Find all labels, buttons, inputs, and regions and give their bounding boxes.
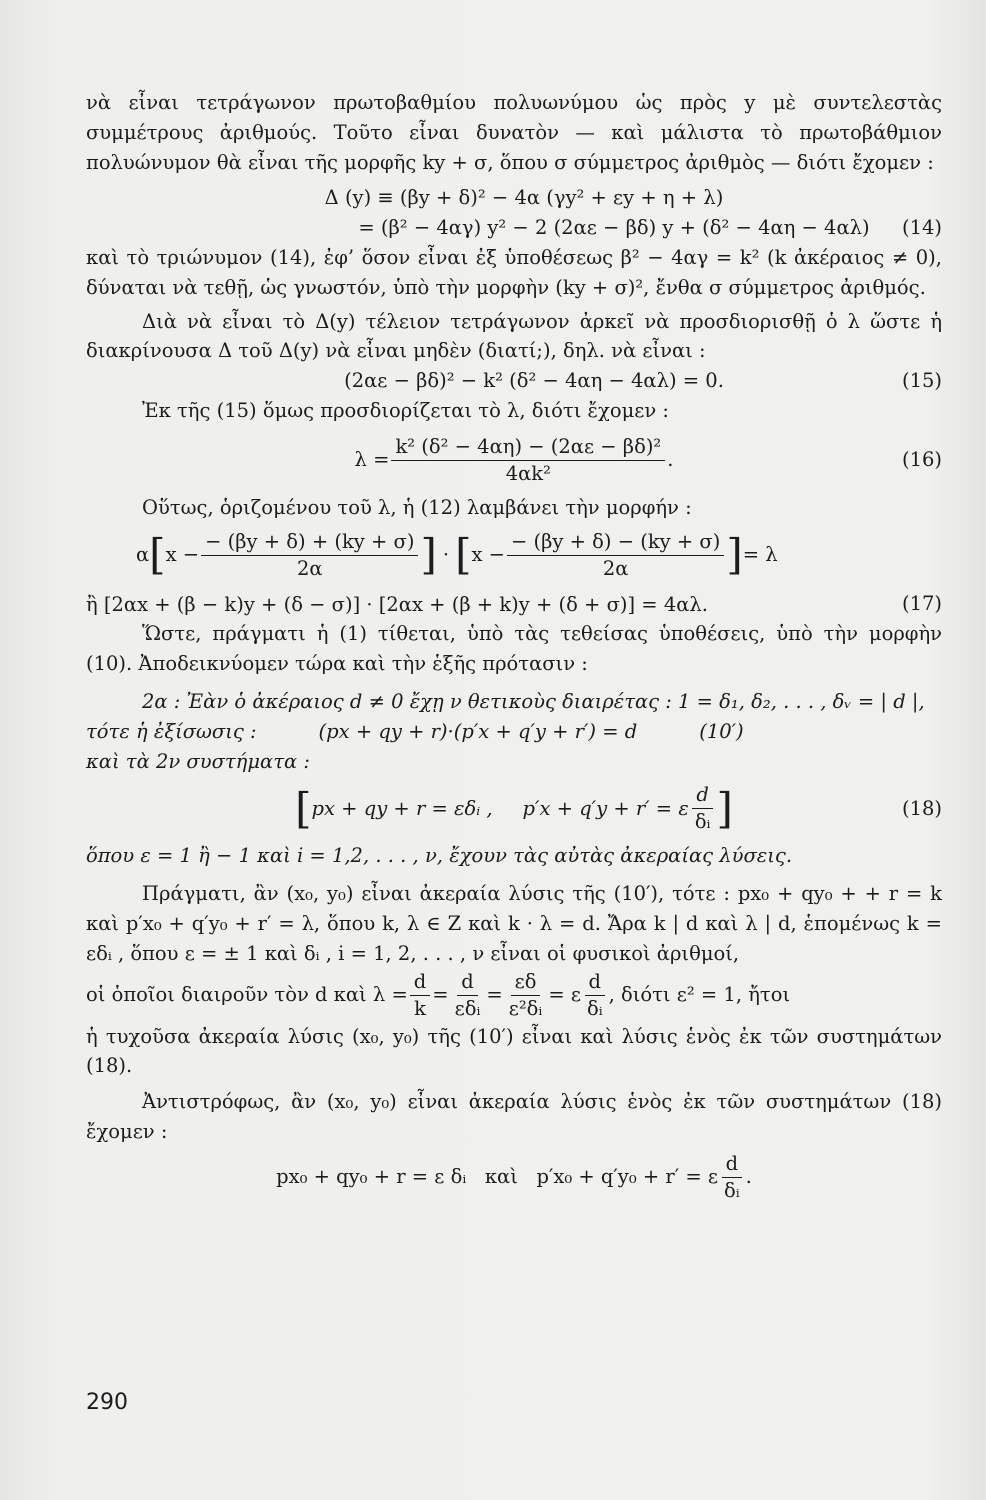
left-bracket-icon: [ [295, 783, 312, 833]
equation-15 [86, 366, 942, 396]
proposition-2a: 2α : Ἐὰν ὁ ἀκέραιος d ≠ 0 ἔχῃ ν θετικοὺς διαιρέτας : 1 = δ₁, δ₂, . . . , δᵥ = | d |, [142, 689, 925, 713]
paragraph-8: Ἀντιστρόφως, ἂν (x₀, y₀) εἶναι ἀκεραία λύσις ἑνὸς ἐκ τῶν συστημάτων (18) ἔχομεν : [86, 1090, 942, 1143]
system-left: px + qy + r = εδᵢ , [311, 796, 493, 820]
system-right: p′x + q′y + r′ = ε [522, 796, 689, 820]
coef-alpha: α [136, 543, 150, 567]
fraction [505, 969, 547, 1022]
proposition-systems-intro: καὶ τὰ 2ν συστήματα : [86, 749, 310, 773]
fraction [720, 1151, 744, 1204]
numerator: εδ [511, 969, 541, 996]
page-number: 290 [86, 1390, 128, 1415]
paragraph-1: νὰ εἶναι τετράγωνον πρωτοβαθμίου πολυωνύμου ὡς πρὸς y μὲ συντελεστὰς συμμέτρους ἀριθμούς. Τοῦτο εἶναι δυνατὸν — καὶ μάλιστα τὸ πρωτοβάθμιον πολυώνυμον θὰ εἶναι τῆς μορφῆς ky + σ, ὅπου σ σύμμετρος ἀριθμὸς — διότι ἔχομεν : [86, 91, 942, 174]
paragraph-2: καὶ τὸ τριώνυμον (14), ἐφ’ ὅσον εἶναι ἐξ ὑποθέσεως β² − 4αγ = k² (k ἀκέραιος ≠ 0), δύναται νὰ τεθῇ, ὡς γνωστόν, ὑπὸ τὴν μορφὴν (ky + σ)², ἔνθα σ σύμμετρος ἀριθμός. [86, 245, 942, 299]
denominator: 2α [297, 556, 323, 580]
denominator: ε²δᵢ [508, 996, 543, 1020]
equation-lambda: οἱ ὁποῖοι διαιροῦν τὸν d καὶ λ = $\frac{d}{k}$ = $\frac{d}{\text{εδᵢ}}$ = $\frac{\varepsilon\delta}{\text{ε²δᵢ}}$ = ε $\frac{d}{\text{δᵢ}}$ , διότι ε² = 1, ἤτοι [86, 969, 791, 1020]
numerator: d [692, 782, 712, 809]
right-bracket-icon: ] [726, 530, 743, 580]
equation-line: px₀ + qy₀ + r = ε δᵢ καὶ p′x₀ + q′y₀ + r′ = ε [276, 1165, 718, 1189]
paragraph-4: Ἐκ τῆς (15) ὅμως προσδιορίζεται τὸ λ, διότι ἔχομεν : [142, 398, 669, 422]
bracket-term: x − [471, 543, 505, 567]
right-bracket-icon: ] [716, 783, 733, 833]
equation-delta-y [86, 183, 942, 213]
equation-line: (2αε − βδ)² − k² (δ² − 4αη − 4αλ) = 0. [344, 369, 724, 393]
equation-14 [86, 213, 942, 243]
proposition-equation: τότε ἡ ἐξίσωσις : (px + qy + r)·(p′x + q′y + r′) = d (10′) [86, 719, 744, 743]
fraction [201, 529, 418, 582]
equation-text: , διότι ε² = 1, ἤτοι [608, 983, 791, 1007]
fraction [391, 434, 665, 487]
equation-tail: . [667, 448, 674, 472]
equation-final [86, 1151, 942, 1204]
numerator: d [457, 969, 477, 996]
denominator: δᵢ [586, 996, 603, 1020]
equation-bracket [86, 529, 942, 582]
paragraph-3: Διὰ νὰ εἶναι τὸ Δ(y) τέλειον τετράγωνον ἀρκεῖ νὰ προσδιορισθῇ ὁ λ ὥστε ἡ διακρίνουσα Δ τοῦ Δ(y) νὰ εἶναι μηδὲν (διατί;), δηλ. νὰ εἶναι : [86, 309, 942, 363]
denominator: 2α [602, 556, 629, 580]
fraction [583, 969, 607, 1022]
equation-line: ἢ [2αx + (β − k)y + (δ − σ)] · [2αx + (β + k)y + (δ + σ)] = 4αλ. [86, 592, 708, 616]
bracket-term: x − [165, 543, 200, 567]
equation-line: = (β² − 4αγ) y² − 2 (2αε − βδ) y + (δ² − 4αη − 4αλ) [358, 216, 870, 240]
equation-text: = ε [548, 983, 581, 1007]
equation-17 [86, 590, 942, 620]
numerator: d [585, 969, 605, 996]
numerator: − (βy + δ) + (ky + σ) [201, 529, 418, 556]
equation-number: (14) [901, 216, 942, 240]
equation-rhs: = λ [742, 543, 778, 567]
numerator: − (βy + δ) − (ky + σ) [507, 529, 724, 556]
left-bracket-icon: [ [149, 530, 166, 580]
paragraph-7: ἡ τυχοῦσα ἀκεραία λύσις (x₀, y₀) τῆς (10′) εἶναι καὶ λύσις ἑνὸς ἐκ τῶν συστημάτων (18). [86, 1024, 942, 1078]
equation-lhs: λ = [354, 448, 390, 472]
paragraph-5: Οὕτως, ὁριζομένου τοῦ λ, ἡ (12) λαμβάνει τὴν μορφήν : [142, 495, 692, 519]
denominator: δᵢ [694, 810, 711, 834]
denominator: 4αk² [505, 461, 551, 485]
denominator: k [414, 996, 426, 1020]
equation-line: Δ (y) ≡ (βy + δ)² − 4α (γy² + εy + η + λ) [324, 186, 724, 210]
right-bracket-icon: ] [420, 530, 437, 580]
denominator: εδᵢ [454, 996, 481, 1020]
fraction [507, 529, 724, 582]
equation-18 [86, 782, 942, 835]
fraction [691, 782, 715, 835]
paragraph-proof: Πράγματι, ἂν (x₀, y₀) εἶναι ἀκεραία λύσις τῆς (10′), τότε : px₀ + qy₀ + + r = k καὶ p′x₀ + q′y₀ + r′ = λ, ὅπου k, λ ∈ Z καὶ k · λ = d. Ἄρα k | d καὶ λ | d, ἑπομένως k = εδᵢ , ὅπου ε = ± 1 καὶ δᵢ , i = 1, 2, . . . , ν εἶναι οἱ φυσικοὶ ἀριθμοί, [86, 882, 942, 965]
equation-tail: . [745, 1165, 752, 1189]
denominator: δᵢ [723, 1178, 740, 1202]
equation-number: (18) [901, 796, 942, 820]
equation-number: (17) [901, 592, 942, 616]
numerator: k² (δ² − 4αη) − (2αε − βδ)² [391, 434, 665, 461]
equation-number: (15) [901, 369, 942, 393]
paragraph-6: Ὥστε, πράγματι ἡ (1) τίθεται, ὑπὸ τὰς τεθείσας ὑποθέσεις, ὑπὸ τὴν μορφὴν (10). Ἀποδεικνύομεν τώρα καὶ τὴν ἑξῆς πρότασιν : [86, 622, 942, 676]
equation-text: οἱ ὁποῖοι διαιροῦν τὸν d καὶ λ = [86, 983, 408, 1007]
numerator: d [410, 969, 430, 996]
page-body [86, 88, 942, 1204]
proposition-condition: ὅπου ε = 1 ἢ − 1 καὶ i = 1,2, . . . , ν, ἔχουν τὰς αὐτὰς ἀκεραίας λύσεις. [86, 844, 793, 868]
equation-number: (16) [901, 448, 942, 472]
left-bracket-icon: [ [455, 530, 472, 580]
fraction [410, 969, 430, 1022]
equation-16 [86, 434, 942, 487]
fraction [451, 969, 485, 1022]
numerator: d [722, 1151, 742, 1178]
dot-operator: · [442, 543, 450, 567]
